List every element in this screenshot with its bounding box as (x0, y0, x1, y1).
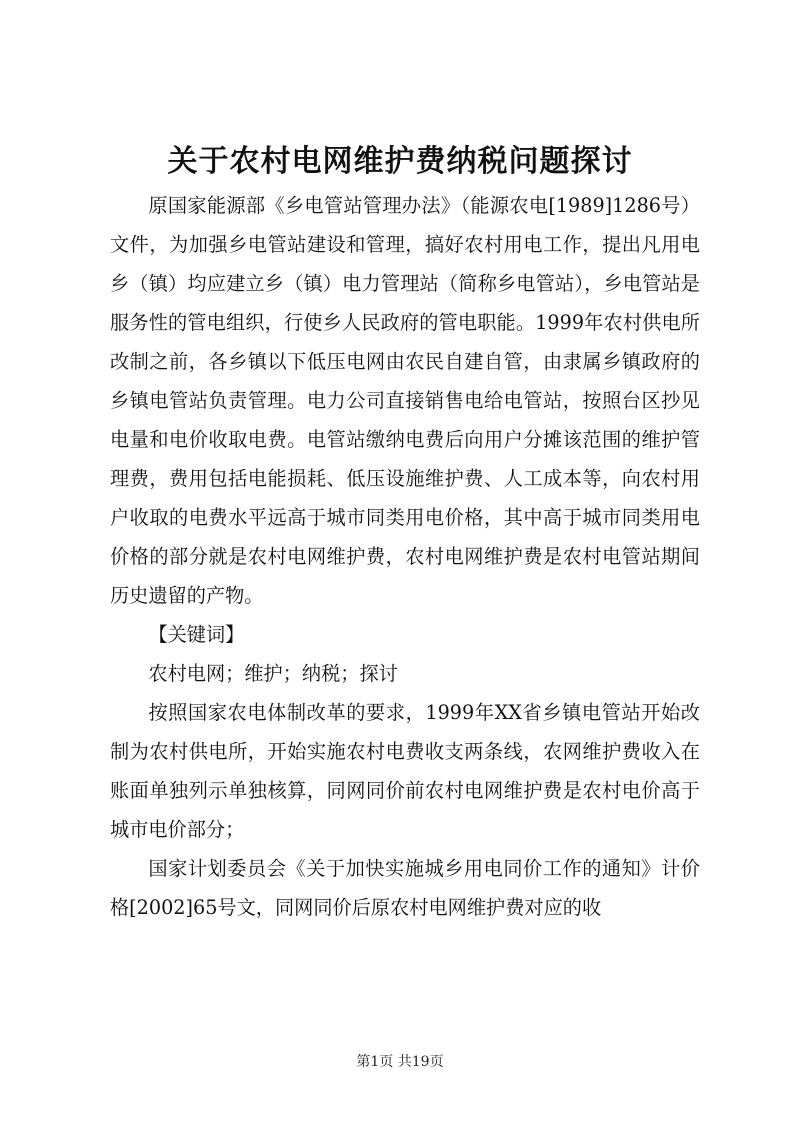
paragraph-policy: 国家计划委员会《关于加快实施城乡用电同价工作的通知》计价格[2002]65号文，同网同价后原农村电网维护费对应的收 (110, 857, 700, 919)
keywords-heading: 【关键词】 (148, 623, 245, 646)
paragraph-background: 原国家能源部《乡电管站管理办法》（能源农电[1989]1286号）文件，为加强乡电管站建设和管理，搞好农村用电工作，提出凡用电乡（镇）均应建立乡（镇）电力管理站（简称乡电管站），乡电管站是服务性的管电组织，行使乡人民政府的管电职能。1999年农村供电所改制之前，各乡镇以下低压电网由农民自建自管，由隶属乡镇政府的乡镇电管站负责管理。电力公司直接销售电给电管站，按照台区抄见电量和电价收取电费。电管站缴纳电费后向用户分摊该范围的维护管理费，费用包括电能损耗、低压设施维护费、人工成本等，向农村用户收取的电费水平远高于城市同类用电价格，其中高于城市同类用电价格的部分就是农村电网维护费，农村电网维护费是农村电管站期间历史遗留的产物。 (110, 194, 700, 607)
keywords-list: 农村电网；维护；纳税；探讨 (148, 662, 398, 685)
page-number-footer: 第1页 共19页 (356, 1054, 444, 1070)
document-title: 关于农村电网维护费纳税问题探讨 (167, 144, 633, 179)
paragraph-reform: 按照国家农电体制改革的要求，1999年XX省乡镇电管站开始改制为农村供电所，开始实施农村电费收支两条线，农网维护费收入在账面单独列示单独核算，同网同价前农村电网维护费是农村电价高于城市电价部分； (110, 701, 700, 841)
document-body (110, 186, 700, 927)
